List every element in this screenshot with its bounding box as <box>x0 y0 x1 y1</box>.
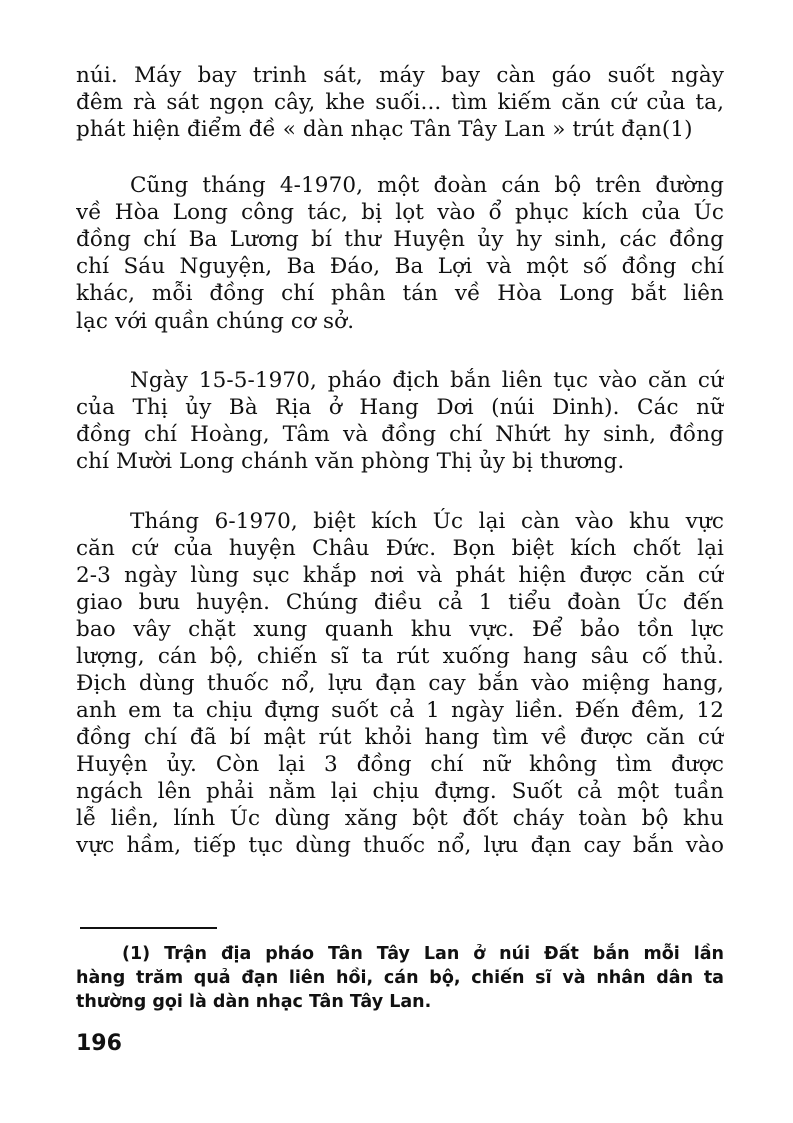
footnote-line: hàng trăm quả đạn liên hồi, cán bộ, chiến sĩ và nhân dân ta <box>76 968 724 988</box>
text-line: lượng, cán bộ, chiến sĩ ta rút xuống hang sâu cố thủ. <box>76 644 724 669</box>
text-line: đồng chí đã bí mật rút khỏi hang tìm về được căn cứ <box>76 725 724 750</box>
text-line: bao vây chặt xung quanh khu vực. Để bảo tồn lực <box>76 617 724 642</box>
text-line: của Thị ủy Bà Rịa ở Hang Dơi (núi Dinh). Các nữ <box>76 395 724 420</box>
text-line: lạc với quần chúng cơ sở. <box>76 309 355 334</box>
footnote-divider <box>80 927 217 929</box>
text-line: núi. Máy bay trinh sát, máy bay càn gáo suốt ngày <box>76 63 724 88</box>
text-line: ngách lên phải nằm lại chịu đựng. Suốt cả một tuần <box>76 779 724 804</box>
text-line: Ngày 15-5-1970, pháo địch bắn liên tục vào căn cứ <box>130 368 724 393</box>
text-line: 2-3 ngày lùng sục khắp nơi và phát hiện được căn cứ <box>76 563 724 588</box>
text-line: đồng chí Ba Lương bí thư Huyện ủy hy sinh, các đồng <box>76 227 724 252</box>
text-line: đồng chí Hoàng, Tâm và đồng chí Nhứt hy sinh, đồng <box>76 422 724 447</box>
text-line: căn cứ của huyện Châu Đức. Bọn biệt kích chốt lại <box>76 536 724 561</box>
footnote-line: (1) Trận địa pháo Tân Tây Lan ở núi Đất bắn mỗi lần <box>122 944 724 964</box>
text-line: Tháng 6-1970, biệt kích Úc lại càn vào khu vực <box>130 509 724 534</box>
text-line: phát hiện điểm đề « dàn nhạc Tân Tây Lan » trút đạn(1) <box>76 117 693 142</box>
text-line: Huyện ủy. Còn lại 3 đồng chí nữ không tìm được <box>76 752 724 777</box>
text-line: giao bưu huyện. Chúng điều cả 1 tiểu đoàn Úc đến <box>76 590 724 615</box>
text-line: Địch dùng thuốc nổ, lựu đạn cay bắn vào miệng hang, <box>76 671 724 696</box>
text-line: về Hòa Long công tác, bị lọt vào ổ phục kích của Úc <box>76 200 724 225</box>
footnote-line: thường gọi là dàn nhạc Tân Tây Lan. <box>76 992 432 1012</box>
text-line: Cũng tháng 4-1970, một đoàn cán bộ trên đường <box>130 173 724 198</box>
text-line: chí Mười Long chánh văn phòng Thị ủy bị thương. <box>76 449 625 474</box>
text-line: vực hầm, tiếp tục dùng thuốc nổ, lựu đạn cay bắn vào <box>76 833 724 858</box>
text-line: khác, mỗi đồng chí phân tán về Hòa Long bắt liên <box>76 281 724 306</box>
page-number: 196 <box>76 1031 122 1056</box>
text-line: chí Sáu Nguyện, Ba Đáo, Ba Lợi và một số đồng chí <box>76 254 724 279</box>
text-line: lễ liền, lính Úc dùng xăng bột đốt cháy toàn bộ khu <box>76 806 724 831</box>
text-line: anh em ta chịu đựng suốt cả 1 ngày liền. Đến đêm, 12 <box>76 698 724 723</box>
text-line: đêm rà sát ngọn cây, khe suối... tìm kiếm căn cứ của ta, <box>76 90 724 115</box>
